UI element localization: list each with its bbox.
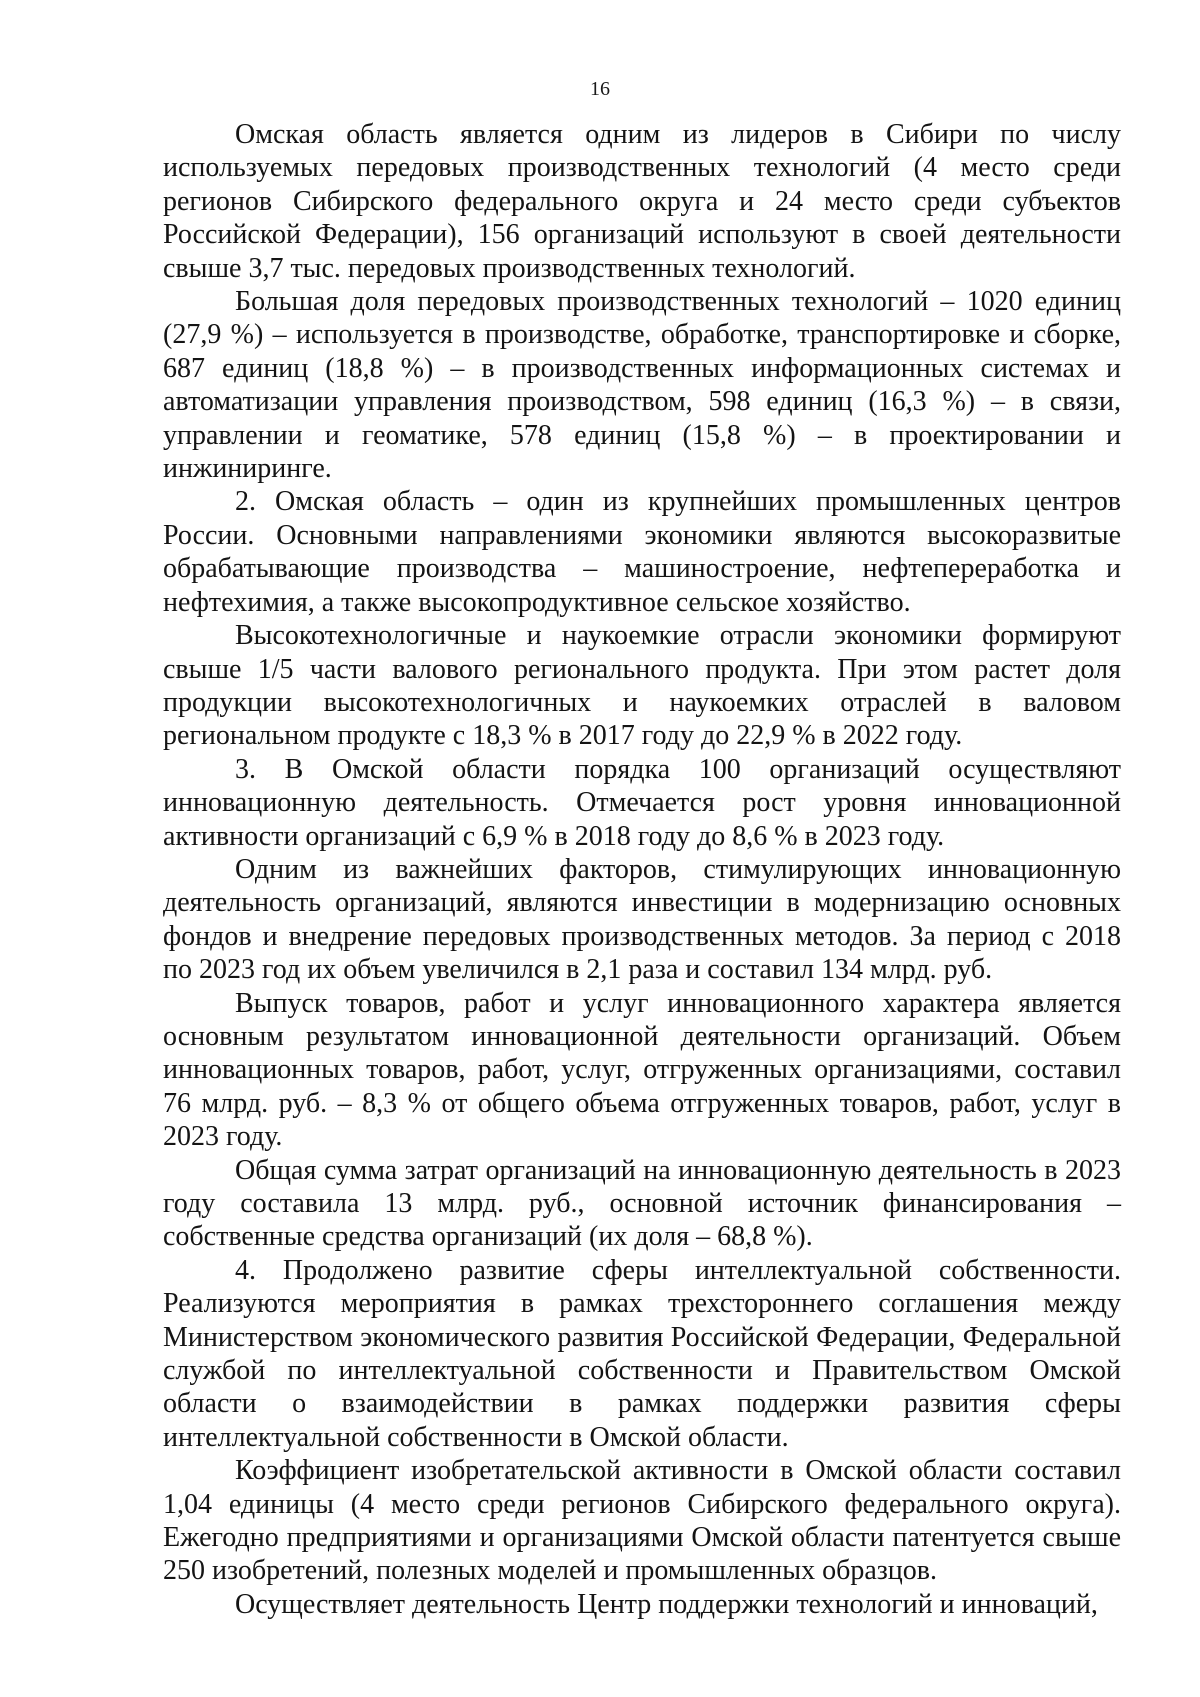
paragraph: Высокотехнологичные и наукоемкие отрасли экономики формируют свыше 1/5 части валового регионального продукта. При этом растет доля продукции высокотехнологичных и наукоемких отраслей в валовом региональном продукте с 18,3 % в 2017 году до 22,9 % в 2022 году.	[163, 620, 1121, 752]
paragraph: 3. В Омской области порядка 100 организаций осуществляют инновационную деятельность. Отмечается рост уровня инновационной активности организаций с 6,9 % в 2018 году до 8,6 % в 2023 году.	[163, 753, 1121, 852]
paragraph: Одним из важнейших факторов, стимулирующих инновационную деятельность организаций, являются инвестиции в модернизацию основных фондов и внедрение передовых производственных методов. За период с 2018 по 2023 год их объем увеличился в 2,1 раза и составил 134 млрд. руб.	[163, 853, 1121, 986]
paragraph: Выпуск товаров, работ и услуг инновационного характера является основным результатом инновационной деятельности организаций. Объем инновационных товаров, работ, услуг, отгруженных организациями, составил 76 млрд. руб. – 8,3 % от общего объема отгруженных товаров, работ, услуг в 2023 году.	[163, 987, 1121, 1153]
paragraph: Коэффициент изобретательской активности в Омской области составил 1,04 единицы (4 место среди регионов Сибирского федерального округа). Ежегодно предприятиями и организациями Омской области патентуется свыше 250 изобретений, полезных моделей и промышленных образцов.	[163, 1455, 1121, 1587]
paragraph: Общая сумма затрат организаций на инновационную деятельность в 2023 году составила 13 млрд. руб., основной источник финансирования – собственные средства организаций (их доля – 68,8 %).	[163, 1154, 1121, 1253]
document-body	[163, 118, 1121, 1621]
paragraph: 4. Продолжено развитие сферы интеллектуальной собственности. Реализуются мероприятия в рамках трехстороннего соглашения между Министерством экономического развития Российской Федерации, Федеральной службой по интеллектуальной собственности и Правительством Омской области о взаимодействии в рамках поддержки развития сферы интеллектуальной собственности в Омской области.	[163, 1254, 1121, 1453]
paragraph: Осуществляет деятельность Центр поддержки технологий и инноваций,	[235, 1588, 1098, 1620]
paragraph: Омская область является одним из лидеров в Сибири по числу используемых передовых производственных технологий (4 место среди регионов Сибирского федерального округа и 24 место среди субъектов Российской Федерации), 156 организаций используют в своей деятельности свыше 3,7 тыс. передовых производственных технологий.	[163, 119, 1121, 284]
paragraph: Большая доля передовых производственных технологий – 1020 единиц (27,9 %) – используется в производстве, обработке, транспортировке и сборке, 687 единиц (18,8 %) – в производственных информационных системах и автоматизации управления производством, 598 единиц (16,3 %) – в связи, управлении и геоматике, 578 единиц (15,8 %) – в проектировании и инжиниринге.	[163, 286, 1121, 485]
paragraph: 2. Омская область – один из крупнейших промышленных центров России. Основными направлениями экономики являются высокоразвитые обрабатывающие производства – машиностроение, нефтепереработка и нефтехимия, а также высокопродуктивное сельское хозяйство.	[163, 486, 1121, 618]
page-number: 16	[590, 78, 610, 100]
